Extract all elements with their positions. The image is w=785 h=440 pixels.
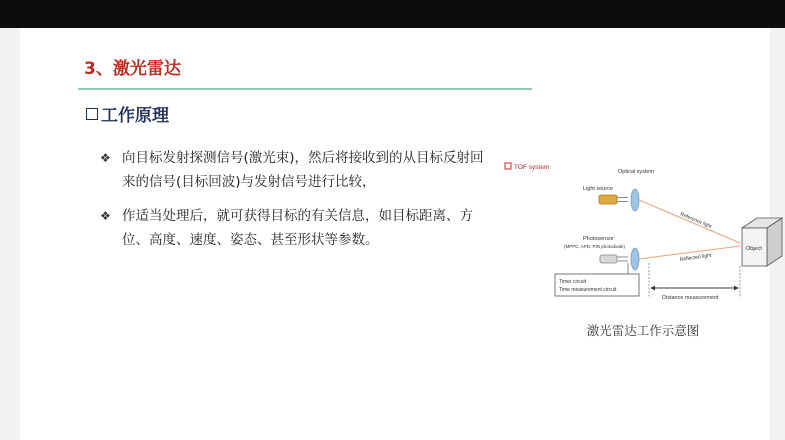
list-item — [100, 146, 490, 194]
checkbox-bullet-icon — [86, 108, 98, 120]
tof-header-icon — [505, 163, 511, 169]
section-heading — [86, 101, 169, 126]
tof-diagram — [502, 158, 784, 320]
emitter-lens-icon — [631, 189, 639, 211]
photosensor-icon — [600, 255, 617, 263]
reflected-light-label: Reflected light — [679, 252, 712, 263]
photosensor-label: Photosensor — [583, 236, 614, 242]
slide — [20, 28, 770, 440]
figure-caption: 激光雷达工作示意图 — [586, 323, 700, 338]
left-margin — [0, 28, 20, 440]
bullet-text: 向目标发射探测信号(激光束)，然后将接收到的从目标反射回来的信号(目标回波)与发射信号进行比较， — [122, 150, 484, 190]
diamond-bullet-icon: ❖ — [100, 151, 111, 165]
receiver-lens-icon — [631, 248, 639, 270]
tof-header-label: TOF system — [514, 164, 550, 171]
diamond-bullet-icon: ❖ — [100, 209, 111, 223]
reference-beam — [639, 200, 740, 243]
optical-system-label: Optical system — [618, 169, 655, 175]
section-heading-text: 工作原理 — [101, 106, 169, 126]
reference-light-label: Reference light — [679, 211, 713, 230]
bullet-list — [100, 146, 490, 262]
list-item — [100, 204, 490, 252]
slide-title: 3、激光雷达 — [84, 59, 181, 79]
distance-measurement-label: Distance measurement — [662, 295, 719, 301]
object-label: Object — [746, 246, 762, 252]
object-cube-icon — [742, 218, 782, 266]
bullet-text: 作适当处理后，就可获得目标的有关信息，如目标距离、方位、高度、速度、姿态、甚至形状等参数。 — [122, 208, 473, 248]
top-bar — [0, 0, 785, 28]
time-measurement-label: Time measurement circuit — [559, 287, 617, 293]
laser-emitter-icon — [599, 195, 617, 204]
photosensor-types-label: (MPPC, APD, PIN photodiode) — [564, 244, 626, 249]
timer-circuit-label: Timer circuit — [559, 279, 587, 285]
light-source-label: Light source — [583, 186, 613, 192]
title-divider — [78, 88, 532, 90]
